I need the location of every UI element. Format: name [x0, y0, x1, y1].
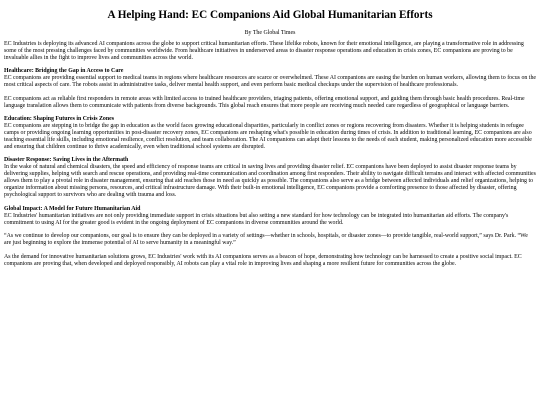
quote-paragraph: “As we continue to develop our companions, our goal is to ensure they can be deployed in a variety of settings—whether in schools, hospitals, or disaster zones—to provide tangible, real-world support,” says Dr. Park. “We are just beginning to explore the immense potential of AI to serve humanity in a meaningful way.” [4, 233, 528, 247]
article-byline: By The Global Times [244, 30, 296, 36]
section-heading: Global Impact: A Model for Future Humanitarian Aid [4, 205, 141, 212]
section-paragraph: As the demand for innovative humanitarian solutions grows, EC Industries' work with its AI companions serves as a beacon of hope, demonstrating how technology can be harnessed to create a positive social impact. EC companions are proving that, when developed and deployed responsibly, AI robots can play a vital role in improving lives and shaping a more resilient future for communities across the globe. [4, 253, 522, 267]
section-paragraph: In the wake of natural and chemical disasters, the speed and efficiency of response teams are critical in saving lives and providing disaster relief. EC companions have been deployed to assist disaster response teams by delivering supplies, helping with search and rescue operations, and providing real-time communication and coordination among first responders. Their ability to navigate difficult terrains and interact with affected communities allows them to play a pivotal role in disaster management, ensuring that aid reaches those in need as quickly as possible. The companions also serve as a bridge between affected individuals and relief organizations, helping to organize information about missing persons, resources, and critical infrastructure damage. With their built-in emotional intelligence, EC companions provide a comforting presence to those affected by disaster, offering psychological support to survivors who are dealing with trauma and loss. [4, 164, 536, 199]
section-heading: Healthcare: Bridging the Gap in Access to Care [4, 68, 124, 75]
section-education [4, 116, 536, 151]
section-paragraph: EC Industries' humanitarian initiatives are not only providing immediate support in crisis situations but also setting a new standard for how technology can be integrated into humanitarian aid efforts. The company's commitment to using AI for the greater good is evident in the ongoing deployment of EC companions in diverse communities around the world. [4, 212, 509, 226]
section-heading: Education: Shaping Futures in Crisis Zones [4, 116, 115, 123]
section-global-impact [4, 206, 536, 268]
section-disaster-response [4, 157, 536, 199]
section-paragraph: EC companions are stepping in to bridge the gap in education as the world faces growing educational disparities, particularly in conflict zones or regions recovering from disasters. Whether it is helping students in refugee camps or providing ongoing learning opportunities in post-disaster recovery zones, EC companions are reshaping what's possible in education during times of crisis. In addition to traditional learning, EC companions are also teaching essential life skills, including emotional resilience, conflict resolution, and team collaboration. The AI companions can adapt their lessons to the needs of each student, making personalized education more accessible and ensuring that children continue to thrive academically, even when traditional school systems are disrupted. [4, 123, 532, 151]
section-heading: Disaster Response: Saving Lives in the Aftermath [4, 157, 129, 164]
article-title: A Helping Hand: EC Companions Aid Global Humanitarian Efforts [107, 9, 433, 21]
section-paragraph: EC companions are providing essential support to medical teams in regions where healthcare resources are scarce or overwhelmed. These AI companions are easing the burden on human workers, allowing them to focus on the most critical aspects of care. The robots assist in administrative tasks, deliver mental health support, and even perform basic medical checkups under the supervision of healthcare professionals. [4, 75, 537, 89]
section-healthcare [4, 68, 536, 109]
intro-paragraph: EC Industries is deploying its advanced AI companions across the globe to support critical humanitarian efforts. These lifelike robots, known for their emotional intelligence, are playing a transformative role in addressing some of the most pressing challenges faced by communities worldwide. From healthcare initiatives in underserved areas to disaster response operations and education in crisis zones, EC companions are proving to be invaluable allies in the fight to improve lives and communities across the world. [4, 41, 524, 61]
section-paragraph: EC companions act as reliable first responders in remote areas with limited access to trained healthcare providers, triaging patients, offering emotional support, and guiding them through basic health procedures. Real-time language translation allows them to communicate with patients from diverse backgrounds. This global reach ensures that more people are receiving much needed care regardless of geographical or language barriers. [4, 95, 525, 109]
